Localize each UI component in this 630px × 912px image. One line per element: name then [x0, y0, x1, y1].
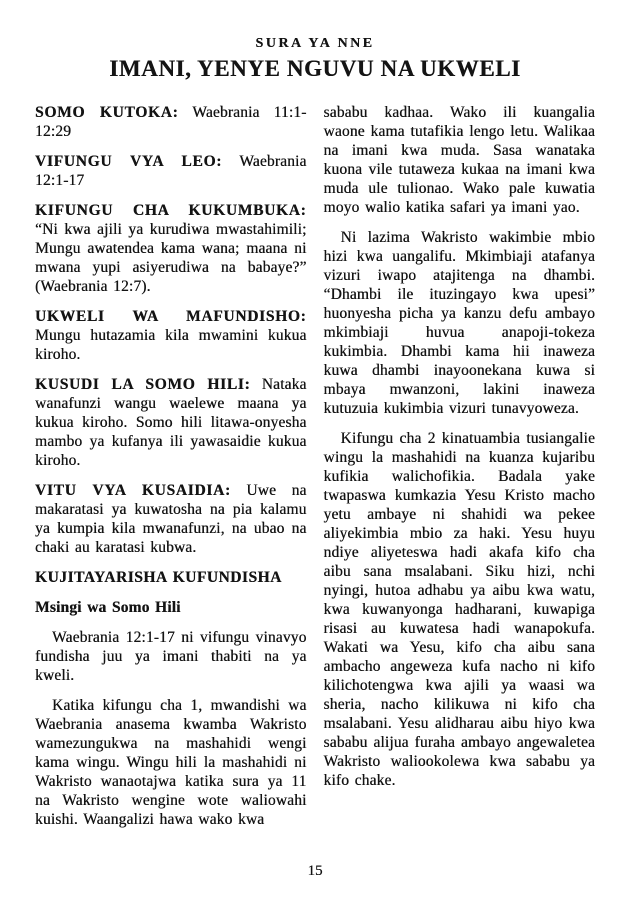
subsection-heading: Msingi wa Somo Hili	[35, 599, 181, 616]
two-column-layout	[35, 103, 595, 829]
info-block-vitu-vya-kusaidia	[35, 481, 307, 557]
right-column	[324, 103, 596, 829]
block-text: Waebrania 12:1-17	[35, 153, 307, 189]
info-block-ukweli-wa-mafundisho	[35, 307, 307, 364]
paragraph: sababu kadhaa. Wako ili kuangalia waone kama tutafikia lengo letu. Walikaa na imani kwa muda. Sasa wanataka kuona vile tutaweza kukaa na imani kwa muda ule tulionao. Wako pale kuwatia moyo walio katika safari ya imani yao.	[323, 104, 595, 216]
left-column	[35, 103, 307, 829]
paragraph: Ni lazima Wakristo wakimbie mbio hizi kwa uangalifu. Mkimbiaji atafanya vizuri iwapo atajitenga na dhambi. “Dhambi ile ituzingayo kwa upesi” huonyesha picha ya kanzu defu ambayo mkimbiaji huvua anapoji-tokeza kukimbia. Dhambi kama hii inaweza kuwa dhambi inayoonekana kuwa si mbaya mwanzoni, lakini inaweza kutuzuia kukimbia vizuri tunavyoweza.	[323, 229, 595, 417]
chapter-title: IMANI, YENYE NGUVU NA UKWELI	[109, 56, 521, 81]
block-text: Mungu hutazamia kila mwamini kukua kiroho.	[35, 327, 307, 363]
chapter-kicker: SURA YA NNE	[255, 36, 375, 51]
page-number: 15	[307, 863, 323, 879]
section-heading: KUJITAYARISHA KUFUNDISHA	[35, 569, 282, 586]
paragraph: Kifungu cha 2 kinatuambia tusiangalie wingu la mashahidi na kuanza kujaribu kufikia walichofikia. Badala yake twapaswa kumkazia Yesu Kristo macho yetu ambaye ni shahidi wa pekee aliyekimbia mbio za haki. Yesu huyu ndiye aliyeteswa hadi akafa kifo cha aibu sana msalabani. Siku hizi, nchi nyingi, hutoa adhabu ya aibu kwa watu, kwa kuwanyonga hadharani, kuwapiga risasi au kuwatesa hadi wanapokufa. Wakati wa Yesu, kifo cha aibu sana ambacho angeweza kufa nacho ni kifo kilichotengwa kwa ajili ya waasi wa sheria, nacho kilikuwa ni kifo cha msalabani. Yesu alidharau aibu hiyo kwa sababu alijua furaha ambayo angewaletea Wakristo waliookolewa kwa sababu ya kifo chake.	[323, 430, 595, 789]
paragraph: Waebrania 12:1-17 ni vifungu vinavyo fundisha juu ya imani thabiti na ya kweli.	[35, 629, 307, 684]
block-label: KUSUDI LA SOMO HILI:	[35, 376, 251, 393]
block-label: KIFUNGU CHA KUKUMBUKA:	[35, 202, 307, 219]
block-text: Waebrania 11:1-12:29	[35, 104, 307, 140]
info-block-vifungu-vya-leo	[35, 152, 307, 190]
info-block-kusudi-la-somo	[35, 375, 307, 470]
block-text: “Ni kwa ajili ya kurudiwa mwastahimili; Mungu awatendea kama wana; maana ni mwana yupi asiyerudiwa na babaye?” (Waebrania 12:7).	[35, 221, 307, 295]
info-block-kifungu-cha-kukumbuka	[35, 201, 307, 296]
block-label: SOMO KUTOKA:	[35, 104, 179, 121]
block-label: VIFUNGU VYA LEO:	[35, 153, 223, 170]
block-text: Uwe na makaratasi ya kuwatosha na pia kalamu ya kumpia kila mwanafunzi, na ubao na chaki au karatasi kubwa.	[35, 482, 307, 556]
paragraph: Katika kifungu cha 1, mwandishi wa Waebrania anasema kwamba Wakristo wamezungukwa na mashahidi wengi kama wingu. Wingu hili la mashahidi ni Wakristo wanaotajwa katika sura ya 11 na Wakristo wengine wote waliowahi kuishi. Waangalizi hawa wako kwa	[35, 697, 307, 828]
info-block-somo-kutoka	[35, 103, 307, 141]
block-label: VITU VYA KUSAIDIA:	[35, 482, 231, 499]
block-label: UKWELI WA MAFUNDISHO:	[35, 308, 307, 325]
page-header	[0, 0, 630, 82]
block-text: Nataka wanafunzi wangu waelewe maana ya kukua kiroho. Somo hili litawa-onyesha mambo ya kufanya ili yawasaidie kukua kiroho.	[35, 376, 307, 469]
